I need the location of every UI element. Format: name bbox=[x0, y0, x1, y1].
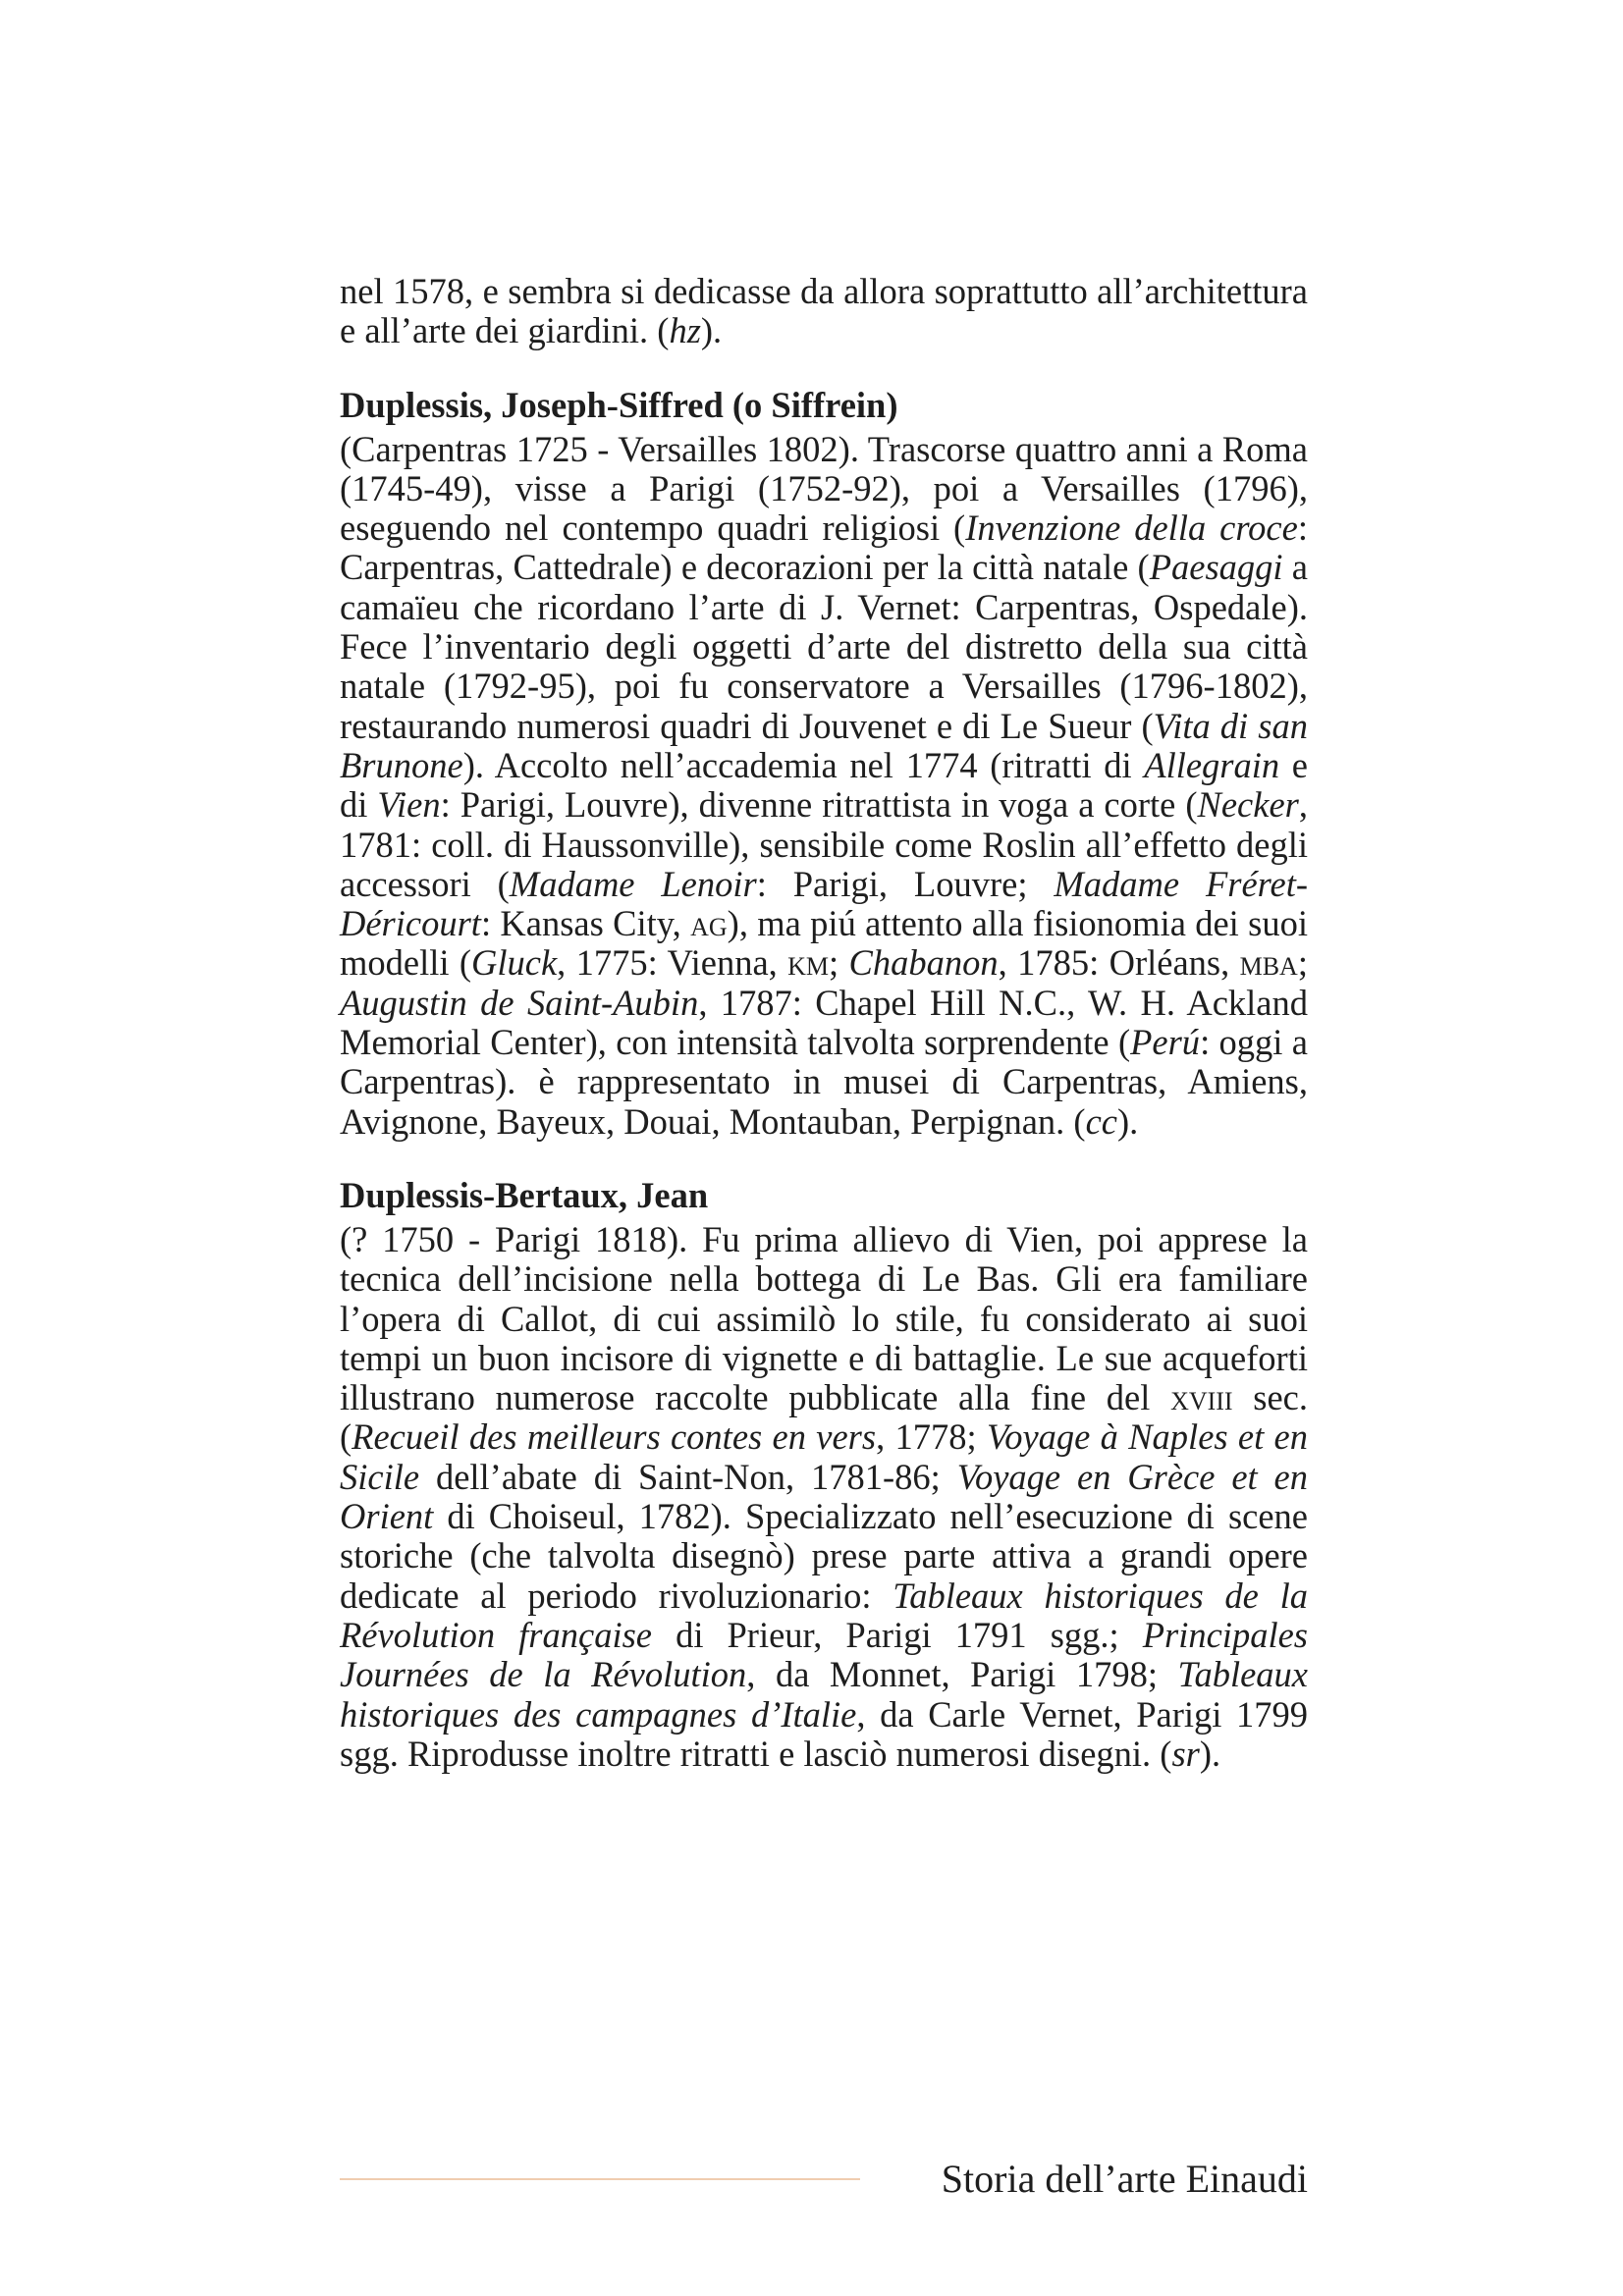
entry-body bbox=[340, 1220, 1308, 1774]
page-footer bbox=[340, 2156, 1308, 2205]
text-run: di Prieur, Parigi 1791 sgg.; bbox=[652, 1614, 1143, 1655]
museum-abbrev: mba bbox=[1239, 942, 1298, 984]
author-initials: sr bbox=[1171, 1733, 1200, 1774]
work-title: Recueil des meilleurs contes en vers bbox=[352, 1416, 877, 1458]
work-title: Chabanon bbox=[848, 942, 999, 984]
work-title: Perú bbox=[1130, 1022, 1201, 1063]
text-run: dell’abate di Saint-Non, 1781-86; bbox=[419, 1456, 957, 1497]
entry-body bbox=[340, 430, 1308, 1142]
work-title: Madame Lenoir bbox=[509, 863, 757, 904]
text-run: ). bbox=[1199, 1733, 1221, 1774]
entry-title: Duplessis-Bertaux, Jean bbox=[340, 1174, 709, 1215]
intro-paragraph bbox=[340, 272, 1308, 351]
text-run: di Choiseul, 1782). Specializzato nell’esecuzione di scene storiche (che talvolta disegnò) prese parte attiva a grandi opere dedicate al periodo rivoluzionario: bbox=[340, 1496, 1308, 1616]
text-run: , da Monnet, Parigi 1798; bbox=[746, 1654, 1178, 1695]
page-content bbox=[340, 272, 1308, 1774]
text-run: ). Accolto nell’accademia nel 1774 (ritratti di bbox=[462, 744, 1145, 785]
work-title: Augustin de Saint-Aubin bbox=[340, 982, 699, 1023]
work-title: Vien bbox=[377, 784, 441, 826]
work-title: Voyage à Naples et en Sicile bbox=[340, 1416, 1308, 1497]
text-run: sec. ( bbox=[340, 1377, 1309, 1458]
text-run: : Parigi, Louvre), divenne ritrattista in voga a corte ( bbox=[440, 784, 1198, 826]
author-initials: hz bbox=[669, 310, 701, 351]
museum-abbrev: km bbox=[787, 942, 830, 984]
entry-duplessis-bertaux bbox=[340, 1175, 1308, 1774]
text-run: , 1785: Orléans, bbox=[998, 942, 1240, 984]
text-run: , 1775: Vienna, bbox=[557, 942, 788, 984]
text-run: ; bbox=[829, 942, 849, 984]
work-title: Gluck bbox=[471, 942, 558, 984]
text-run: ; bbox=[1297, 942, 1308, 984]
text-run: e di bbox=[340, 744, 1309, 826]
text-run: : Carpentras, Cattedrale) e decorazioni per la città natale ( bbox=[340, 507, 1308, 588]
entry-duplessis bbox=[340, 385, 1308, 1142]
work-title: Paesaggi bbox=[1149, 547, 1283, 588]
text-run: (? 1750 - Parigi 1818). Fu prima allievo di Vien, poi apprese la tecnica dell’incisione nella bottega di Le Bas. Gli era familiare l’opera di Callot, di cui assimilò lo stile, fu considerato ai suoi tempi un buon incisore di vignette e di battaglie. Le sue acqueforti illustrano numerose raccolte pubblicate alla fine del bbox=[340, 1218, 1308, 1418]
text-run: a camaïeu che ricordano l’arte di J. Vernet: Carpentras, Ospedale). Fece l’inventario degli oggetti d’arte del distretto della sua città natale (1792-95), poi fu conservatore a Versailles (1796-1802), restaurando numerosi quadri di Jouvenet e di Le Sueur ( bbox=[340, 547, 1308, 746]
text-run: ). bbox=[700, 310, 723, 351]
work-title: Invenzione della croce bbox=[965, 507, 1298, 549]
work-title: Necker bbox=[1197, 784, 1299, 826]
museum-abbrev: ag bbox=[690, 903, 728, 944]
text-run: ), ma piú attento alla fisionomia dei suoi modelli ( bbox=[340, 903, 1308, 984]
text-run: nel 1578, e sembra si dedicasse da allora soprattutto all’architettura e all’arte dei giardini. ( bbox=[340, 271, 1308, 351]
text-run: (Carpentras 1725 - Versailles 1802). Trascorse quattro anni a Roma (1745-49), visse a Parigi (1752-92), poi a Versailles (1796), eseguendo nel contempo quadri religiosi ( bbox=[340, 428, 1308, 549]
work-title: Principales Journées de la Révolution bbox=[340, 1614, 1308, 1695]
text-run: : Parigi, Louvre; bbox=[756, 863, 1055, 904]
work-title: Madame Fréret-Déricourt bbox=[340, 863, 1308, 944]
footer-divider bbox=[340, 2178, 860, 2180]
text-run: , da Carle Vernet, Parigi 1799 sgg. Riprodusse inoltre ritratti e lasciò numerosi disegni. ( bbox=[340, 1693, 1308, 1774]
text-run: : Kansas City, bbox=[480, 903, 691, 944]
work-title: Allegrain bbox=[1144, 744, 1280, 785]
work-title: Tableaux historiques de la Révolution française bbox=[340, 1575, 1308, 1655]
work-title: Vita di san Brunone bbox=[340, 705, 1308, 785]
footer-publisher: Storia dell’arte Einaudi bbox=[941, 2157, 1308, 2201]
work-title: Tableaux historiques des campagnes d’Italie bbox=[340, 1654, 1308, 1735]
entry-title: Duplessis, Joseph-Siffred (o Siffrein) bbox=[340, 384, 898, 425]
author-initials: cc bbox=[1085, 1100, 1117, 1142]
work-title: Voyage en Grèce et en Orient bbox=[340, 1456, 1308, 1537]
text-run: , 1781: coll. di Haussonville), sensibile come Roslin all’effetto degli accessori ( bbox=[340, 784, 1308, 904]
century-numeral: xviii bbox=[1170, 1377, 1233, 1418]
text-run: ). bbox=[1117, 1100, 1139, 1142]
text-run: , 1787: Chapel Hill N.C., W. H. Ackland Memorial Center), con intensità talvolta sorprendente ( bbox=[340, 982, 1309, 1063]
text-run: : oggi a Carpentras). è rappresentato in musei di Carpentras, Amiens, Avignone, Bayeux, Douai, Montauban, Perpignan. ( bbox=[340, 1022, 1308, 1142]
text-run: , 1778; bbox=[876, 1416, 987, 1458]
